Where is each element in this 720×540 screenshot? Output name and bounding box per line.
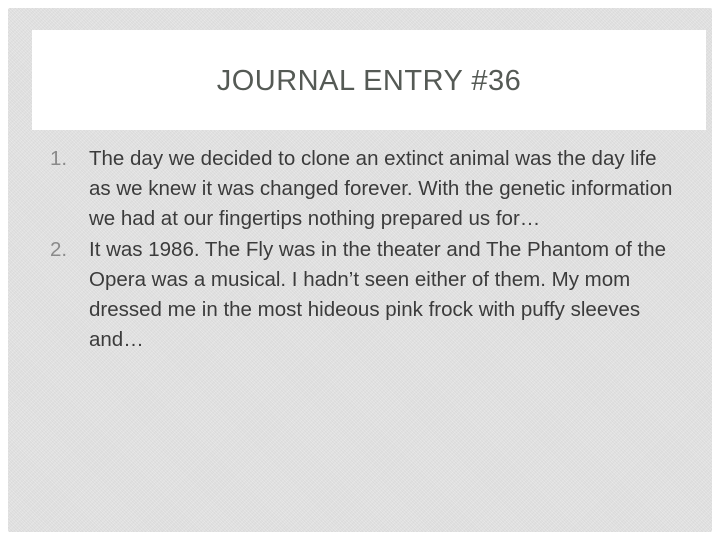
list-item [50, 144, 680, 235]
list-item [50, 235, 680, 356]
list-item-number: 1. [50, 147, 68, 170]
list-item-number: 2. [50, 237, 68, 261]
slide-title: JOURNAL ENTRY #36 [216, 64, 522, 97]
list-item-text: The day we decided to clone an extinct animal was the day life as we knew it was changed forever. With the genetic information we had at our fingertips nothing prepared us for… [89, 147, 673, 231]
numbered-list [50, 144, 680, 355]
list-item-text: It was 1986. The Fly was in the theater and The Phantom of the Opera was a musical. I hadn’t seen either of them. My mom dressed me in the most hideous pink frock with puffy sleeves and… [89, 237, 667, 352]
title-box [32, 30, 706, 130]
